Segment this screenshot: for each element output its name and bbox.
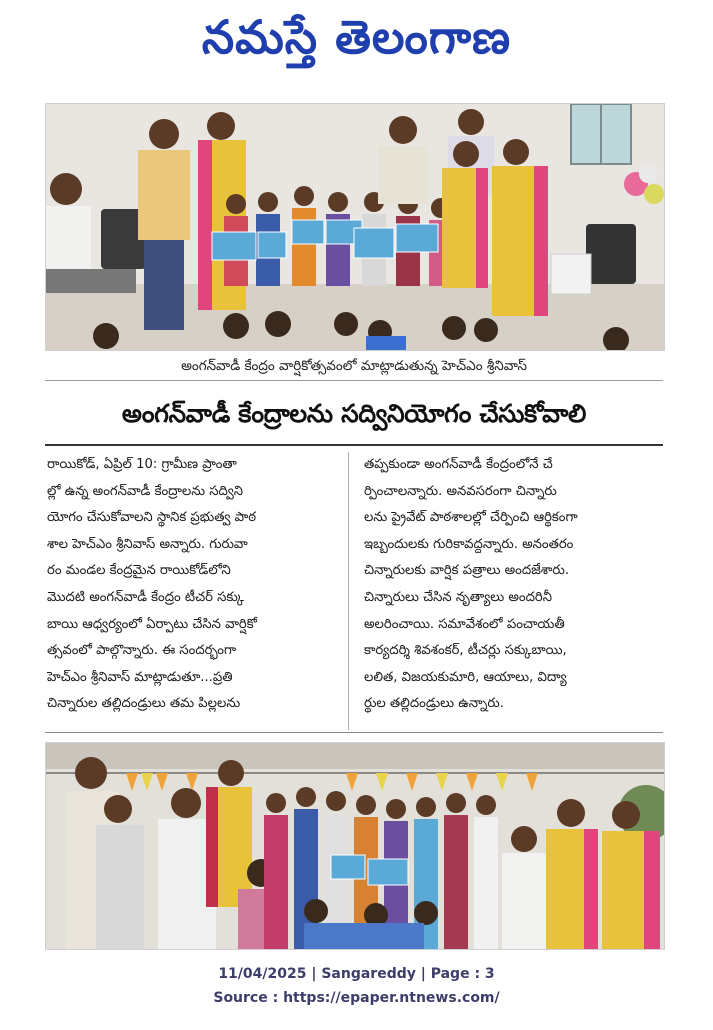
article-line: లలిత, విజయకుమారి, ఆయాలు, విద్యా bbox=[364, 669, 567, 685]
article-line: రాయికోడ్, ఏప్రిల్ 10: గ్రామీణ ప్రాంతా bbox=[47, 457, 237, 472]
headline-rule bbox=[45, 444, 663, 446]
article-line: తప్పకుండా అంగన్‌వాడీ కేంద్రంలోనే చే bbox=[364, 457, 553, 472]
article-line: శాల హెచ్‌ఎం శ్రీనివాస్ అన్నారు. గురువా bbox=[47, 536, 248, 552]
article-line: యోగం చేసుకోవాలని స్థానిక ప్రభుత్వ పాఠ bbox=[47, 510, 257, 526]
photo-caption: అంగన్‌వాడీ కేంద్రం వార్షికోత్సవంలో మాట్లాడుతున్న హెచ్‌ఎం శ్రీనివాస్ bbox=[45, 352, 663, 381]
article-line: ర్పించాలన్నారు. అనవసరంగా చిన్నారు bbox=[364, 483, 557, 499]
source-line: Source : https://epaper.ntnews.com/ bbox=[213, 990, 500, 1006]
article-line: మొదటి అంగన్‌వాడీ కేంద్రం టీచర్ సక్కు bbox=[47, 589, 244, 605]
article-line: లను ప్రైవేట్ పాఠశాలల్లో చేర్పించి ఆర్థికంగా bbox=[364, 510, 578, 526]
article-bottom-rule bbox=[45, 732, 663, 733]
article-line: ఇబ్బందులకు గురికావద్దన్నారు. అనంతరం bbox=[364, 536, 574, 552]
article-line: రం మండల కేంద్రమైన రాయికోడ్‌లోని bbox=[47, 563, 231, 579]
event-photo-bottom bbox=[45, 742, 665, 950]
article-line: చిన్నారుల తల్లిదండ్రులు తమ పిల్లలను bbox=[47, 696, 241, 712]
article-line: ర్థుల తల్లిదండ్రులు ఉన్నారు. bbox=[364, 696, 504, 712]
column-divider bbox=[348, 452, 349, 730]
article-line: కార్యదర్శి శివశంకర్, టీచర్లు సక్కుబాయి, bbox=[364, 643, 567, 659]
article-column-right bbox=[364, 452, 654, 730]
masthead-title: నమస్తే తెలంగాణ bbox=[201, 10, 512, 64]
article-line: అలరించాయి. సమావేశంలో పంచాయతీ bbox=[364, 616, 565, 632]
article-line: చిన్నారులకు వార్షిక పత్రాలు అందజేశారు. bbox=[364, 563, 570, 579]
article-line: చిన్నారులు చేసిన నృత్యాలు అందరినీ bbox=[364, 589, 552, 605]
article-line: బాయి ఆధ్వర్యంలో ఏర్పాటు చేసిన వార్షికో bbox=[47, 616, 257, 632]
edition-date-line: 11/04/2025 | Sangareddy | Page : 3 bbox=[218, 966, 495, 982]
article-line: హెచ్‌ఎం శ్రీనివాస్ మాట్లాడుతూ...ప్రతి bbox=[47, 669, 233, 685]
article-line: ల్లో ఉన్న అంగన్‌వాడీ కేంద్రాలను సద్విని bbox=[47, 483, 244, 499]
article-column-left bbox=[47, 452, 337, 730]
article-headline: అంగన్‌వాడీ కేంద్రాలను సద్వినియోగం చేసుకోవాలి bbox=[121, 399, 587, 428]
article-line: త్సవంలో పాల్గొన్నారు. ఈ సందర్భంగా bbox=[47, 643, 237, 659]
event-photo-top bbox=[45, 103, 665, 351]
